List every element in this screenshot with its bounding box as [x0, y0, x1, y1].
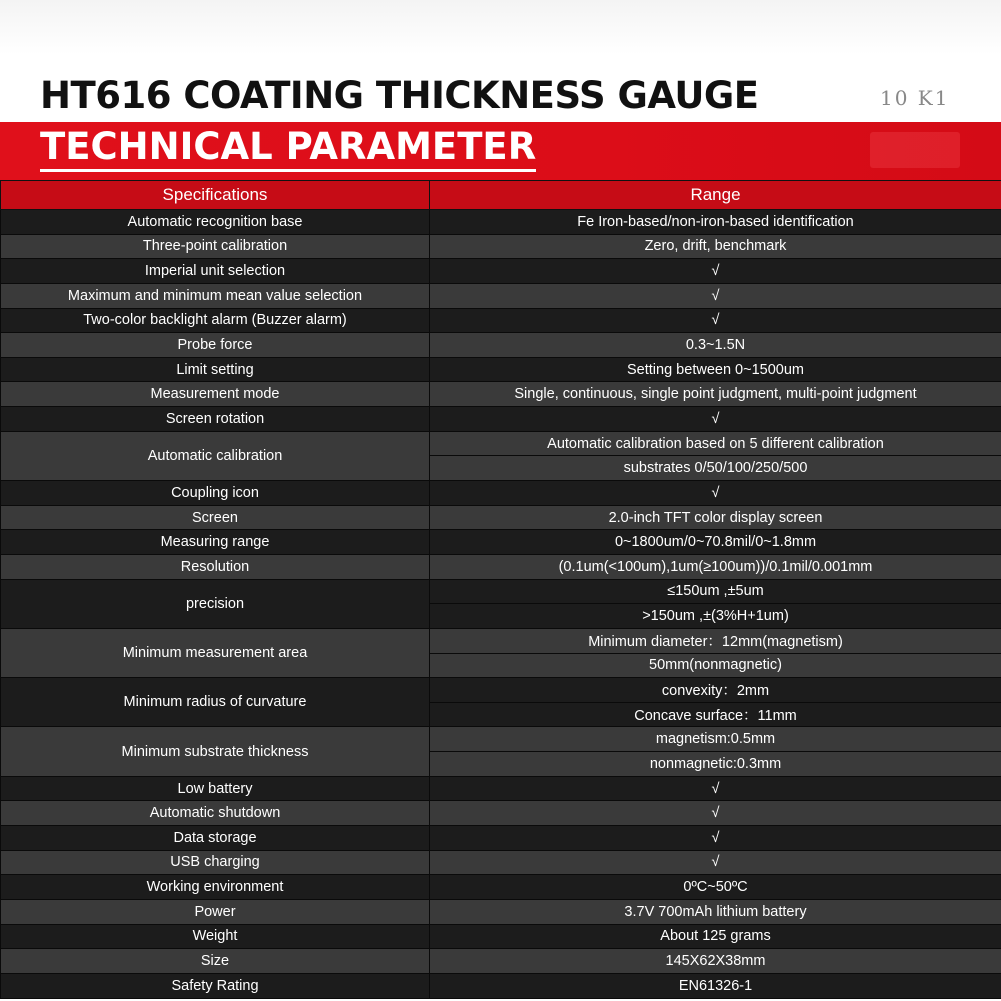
spec-value-cell: substrates 0/50/100/250/500	[430, 456, 1001, 481]
table-row	[1, 628, 1001, 653]
spec-name-cell: Resolution	[1, 554, 430, 579]
spec-value-cell: EN61326-1	[430, 973, 1001, 998]
table-row	[1, 727, 1001, 752]
spec-name-cell: Probe force	[1, 333, 430, 358]
spec-name-cell: Minimum substrate thickness	[1, 727, 430, 776]
spec-value-cell: √	[430, 826, 1001, 851]
spec-value-cell: Setting between 0~1500um	[430, 357, 1001, 382]
table-row	[1, 776, 1001, 801]
spec-name-cell: Coupling icon	[1, 481, 430, 506]
spec-name-cell: Weight	[1, 924, 430, 949]
spec-value-cell: magnetism:0.5mm	[430, 727, 1001, 752]
table-row	[1, 826, 1001, 851]
spec-table	[0, 180, 1001, 999]
table-row	[1, 973, 1001, 998]
spec-name-cell: Minimum radius of curvature	[1, 678, 430, 727]
table-row	[1, 308, 1001, 333]
spec-value-cell: √	[430, 308, 1001, 333]
spec-name-cell: Safety Rating	[1, 973, 430, 998]
table-row	[1, 801, 1001, 826]
spec-value-cell: convexity：2mm	[430, 678, 1001, 703]
table-row	[1, 924, 1001, 949]
table-row	[1, 407, 1001, 432]
table-row	[1, 481, 1001, 506]
table-row	[1, 850, 1001, 875]
spec-value-cell: 0ºC~50ºC	[430, 875, 1001, 900]
spec-value-cell: √	[430, 801, 1001, 826]
spec-name-cell: Maximum and minimum mean value selection	[1, 283, 430, 308]
spec-value-cell: Minimum diameter：12mm(magnetism)	[430, 628, 1001, 653]
spec-name-cell: precision	[1, 579, 430, 628]
spec-value-cell: >150um ,±(3%H+1um)	[430, 604, 1001, 629]
table-row	[1, 357, 1001, 382]
spec-value-cell: Automatic calibration based on 5 different calibration	[430, 431, 1001, 456]
spec-value-cell: √	[430, 481, 1001, 506]
spec-value-cell: √	[430, 259, 1001, 284]
section-title: TECHNICAL PARAMETER	[40, 126, 536, 172]
table-row	[1, 333, 1001, 358]
table-header-row	[1, 181, 1001, 210]
spec-value-cell: Concave surface：11mm	[430, 702, 1001, 727]
spec-name-cell: Measuring range	[1, 530, 430, 555]
spec-value-cell: 2.0-inch TFT color display screen	[430, 505, 1001, 530]
table-row	[1, 283, 1001, 308]
spec-name-cell: Screen rotation	[1, 407, 430, 432]
spec-value-cell: nonmagnetic:0.3mm	[430, 752, 1001, 777]
spec-name-cell: Power	[1, 899, 430, 924]
spec-name-cell: USB charging	[1, 850, 430, 875]
spec-name-cell: Low battery	[1, 776, 430, 801]
spec-value-cell: 3.7V 700mAh lithium battery	[430, 899, 1001, 924]
spec-value-cell: √	[430, 407, 1001, 432]
table-row	[1, 579, 1001, 604]
spec-name-cell: Minimum measurement area	[1, 628, 430, 677]
table-row	[1, 431, 1001, 456]
table-row	[1, 530, 1001, 555]
spec-value-cell: √	[430, 283, 1001, 308]
table-row	[1, 678, 1001, 703]
column-header-range: Range	[430, 181, 1001, 210]
spec-name-cell: Three-point calibration	[1, 234, 430, 259]
band-accent	[870, 132, 960, 168]
spec-value-cell: 0~1800um/0~70.8mil/0~1.8mm	[430, 530, 1001, 555]
page-header	[0, 0, 1001, 122]
table-row	[1, 505, 1001, 530]
spec-name-cell: Limit setting	[1, 357, 430, 382]
table-row	[1, 899, 1001, 924]
table-row	[1, 234, 1001, 259]
spec-name-cell: Data storage	[1, 826, 430, 851]
spec-name-cell: Working environment	[1, 875, 430, 900]
table-row	[1, 554, 1001, 579]
spec-value-cell: ≤150um ,±5um	[430, 579, 1001, 604]
spec-value-cell: About 125 grams	[430, 924, 1001, 949]
spec-table-body	[1, 210, 1001, 999]
corner-logo: 10 K1	[880, 86, 950, 110]
page-title: HT616 COATING THICKNESS GAUGE	[40, 74, 759, 117]
spec-name-cell: Automatic calibration	[1, 431, 430, 480]
spec-name-cell: Measurement mode	[1, 382, 430, 407]
table-row	[1, 210, 1001, 235]
table-row	[1, 259, 1001, 284]
spec-name-cell: Screen	[1, 505, 430, 530]
spec-value-cell: Single, continuous, single point judgment, multi-point judgment	[430, 382, 1001, 407]
spec-value-cell: 50mm(nonmagnetic)	[430, 653, 1001, 678]
spec-name-cell: Imperial unit selection	[1, 259, 430, 284]
spec-name-cell: Automatic shutdown	[1, 801, 430, 826]
table-row	[1, 949, 1001, 974]
table-row	[1, 875, 1001, 900]
spec-value-cell: Zero, drift, benchmark	[430, 234, 1001, 259]
spec-value-cell: √	[430, 776, 1001, 801]
spec-value-cell: 145X62X38mm	[430, 949, 1001, 974]
spec-name-cell: Two-color backlight alarm (Buzzer alarm)	[1, 308, 430, 333]
column-header-specifications: Specifications	[1, 181, 430, 210]
table-row	[1, 382, 1001, 407]
title-band	[0, 122, 1001, 180]
spec-name-cell: Size	[1, 949, 430, 974]
spec-name-cell: Automatic recognition base	[1, 210, 430, 235]
spec-value-cell: √	[430, 850, 1001, 875]
spec-value-cell: Fe Iron-based/non-iron-based identification	[430, 210, 1001, 235]
spec-value-cell: (0.1um(<100um),1um(≥100um))/0.1mil/0.001mm	[430, 554, 1001, 579]
spec-value-cell: 0.3~1.5N	[430, 333, 1001, 358]
